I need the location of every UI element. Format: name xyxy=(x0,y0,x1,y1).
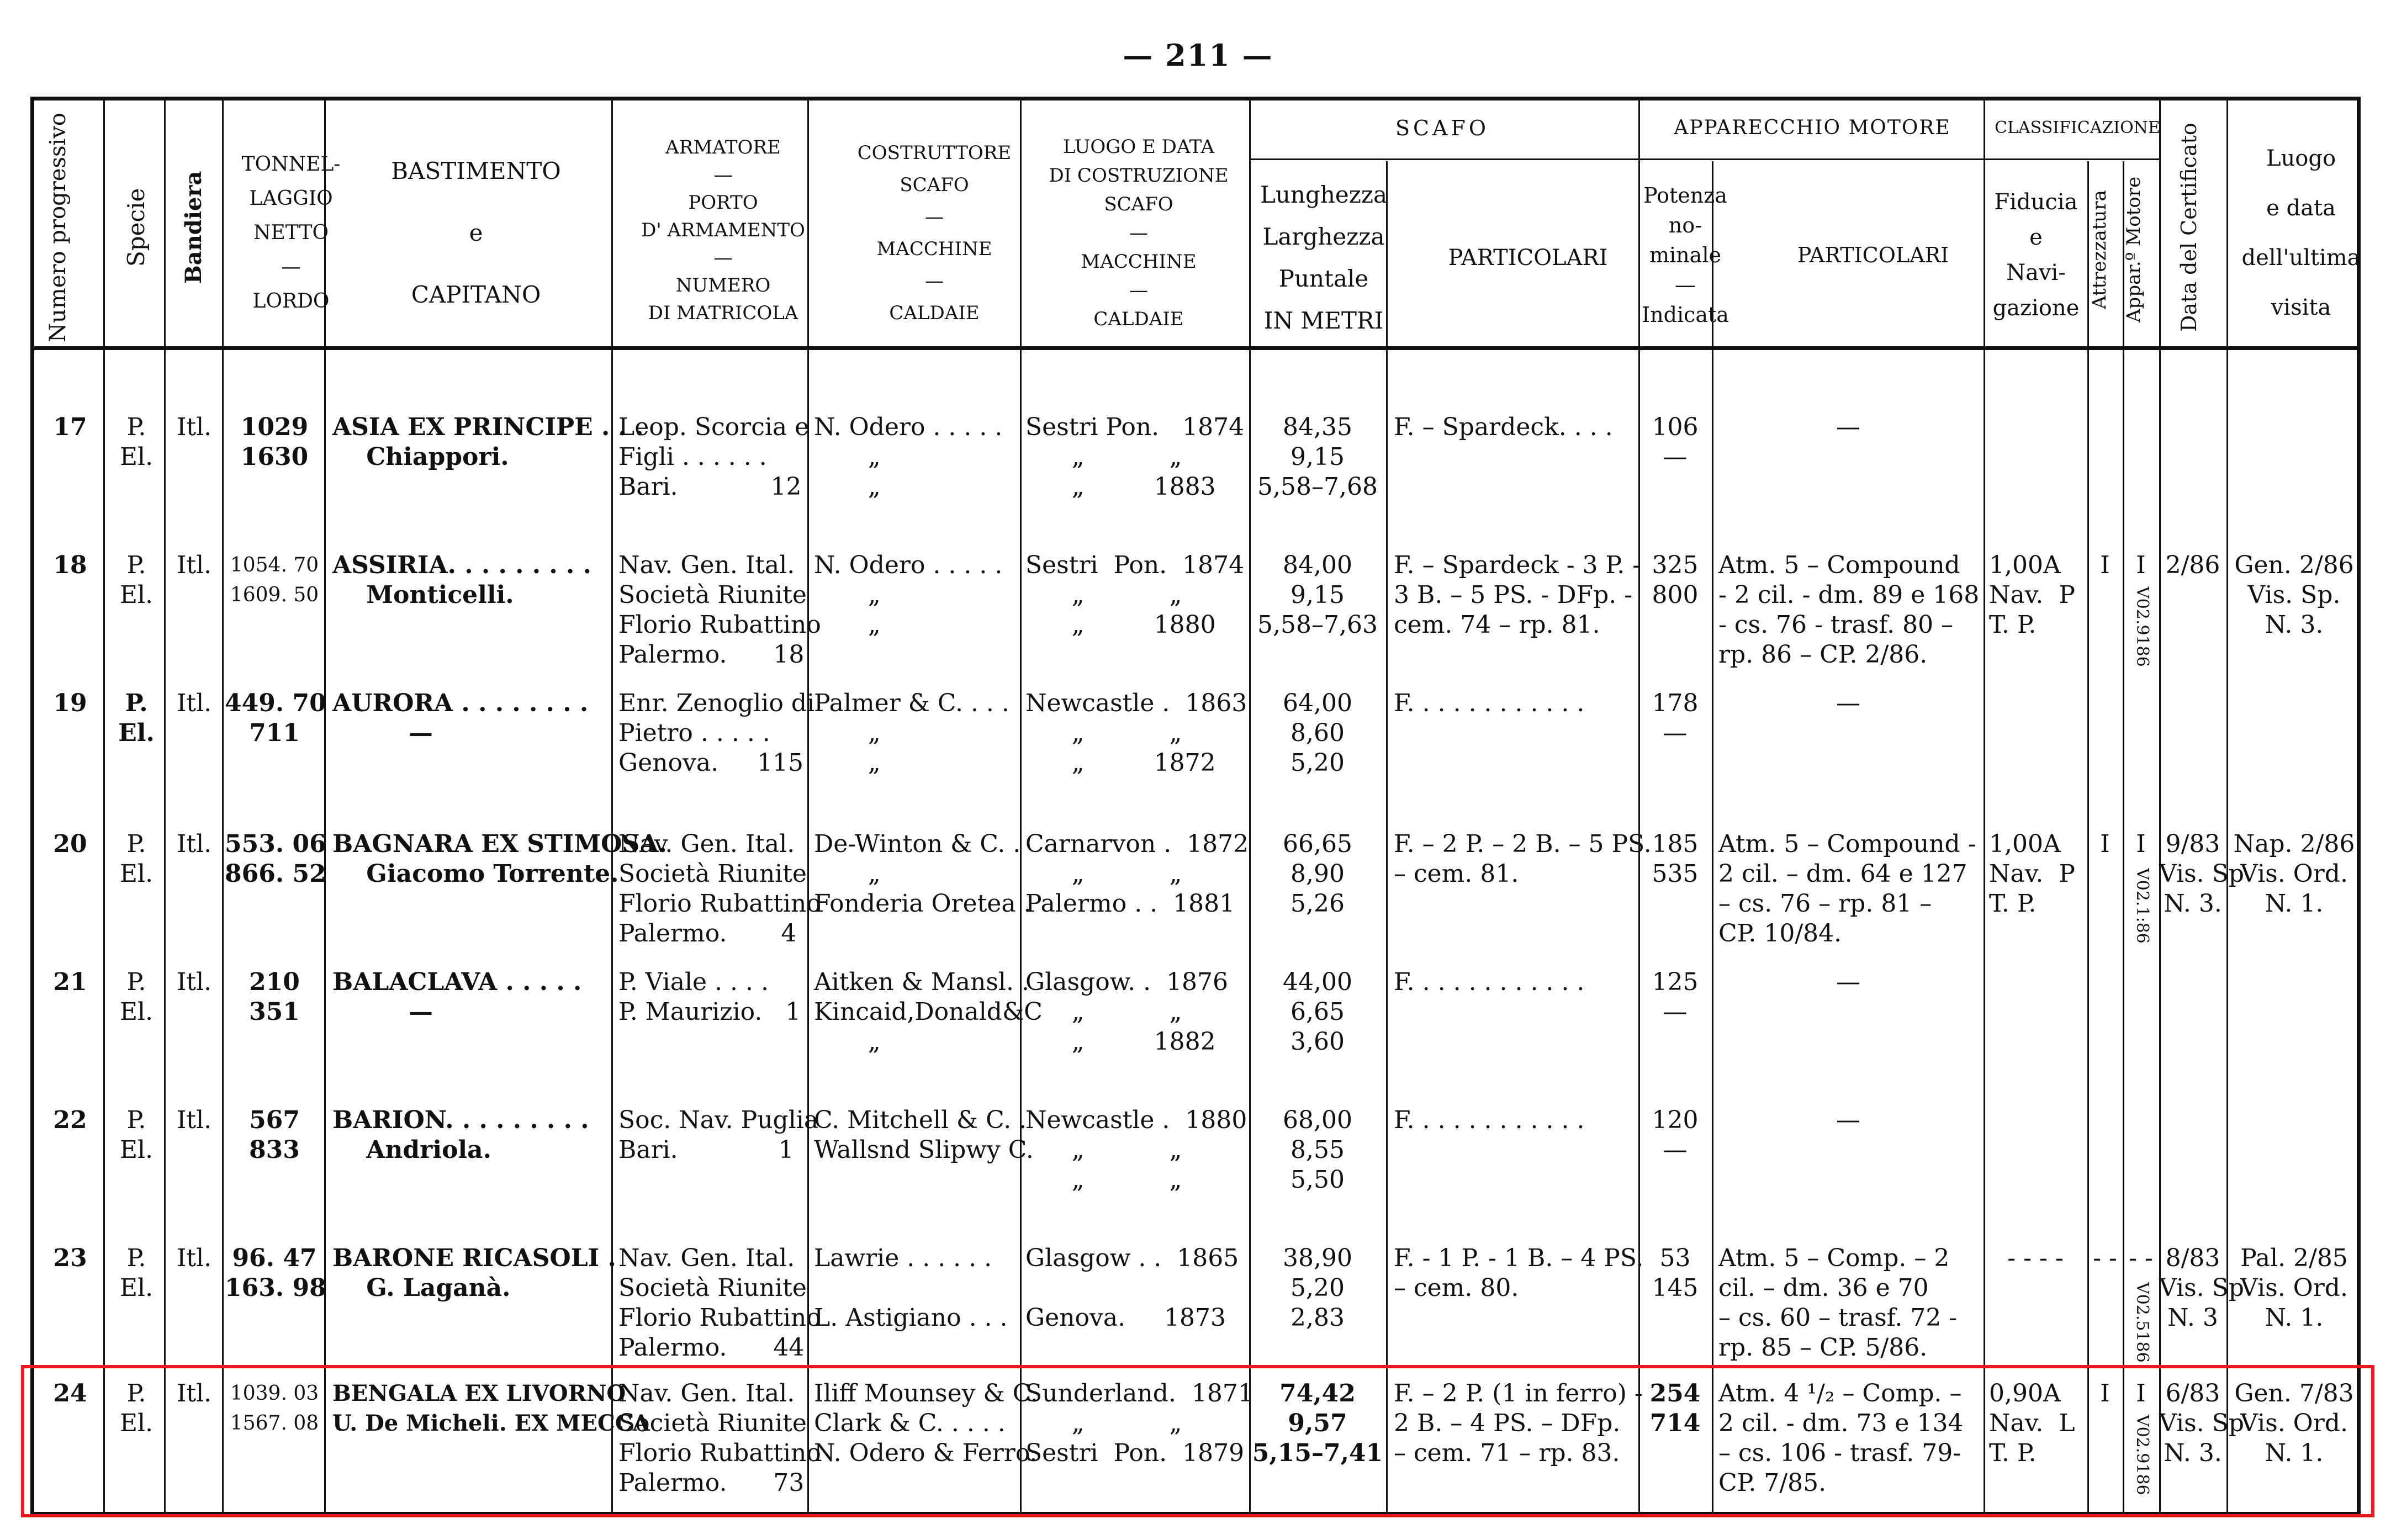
row-17-luogo: Sestri Pon. 1874 „ „ „ 1883 xyxy=(1025,413,1245,501)
row-19-bastimento: AURORA . . . . . . . . — xyxy=(332,689,589,747)
row-24-scafo-particolari: F. – 2 P. (1 in ferro) - 2 B. – 4 PS. – DFp. – cem. 71 – rp. 83. xyxy=(1394,1379,1643,1467)
row-20-ultima-visita: Nap. 2/86 Vis. Ord. N. 1. xyxy=(2233,830,2355,918)
row-20-tonnellaggio: 553. 06 866. 52 xyxy=(225,830,326,888)
header-luogo-costruzione: LUOGO E DATA DI COSTRUZIONE SCAFO — MACCHINE — CALDAIE xyxy=(1049,136,1229,330)
row-24-certificato: 6/83 Vis. Sp N. 3. xyxy=(2159,1379,2244,1467)
row-17-specie: P. El. xyxy=(119,413,154,471)
row-21-dimensioni: 44,00 6,65 3,60 xyxy=(1283,968,1352,1056)
row-23-tonnellaggio: 96. 47 163. 98 xyxy=(225,1244,326,1302)
row-20-appar-motore: I xyxy=(2136,830,2146,858)
row-23-ultima-visita: Pal. 2/85 Vis. Ord. N. 1. xyxy=(2240,1244,2348,1332)
row-19-scafo-particolari: F. . . . . . . . . . . . xyxy=(1394,689,1585,717)
row-22-potenza: 120 — xyxy=(1652,1106,1699,1164)
row-24-costruttore: Iliff Mounsey & C. Clark & C. . . . . N. Odero & Ferro. xyxy=(814,1379,1038,1467)
row-18-certificato: 2/86 xyxy=(2165,551,2220,579)
row-17-costruttore: N. Odero . . . . . „ „ xyxy=(814,413,1003,501)
row-20-dimensioni: 66,65 8,90 5,26 xyxy=(1283,830,1352,918)
row-18-bandiera: Itl. xyxy=(177,551,212,579)
row-18-luogo: Sestri Pon. 1874 „ „ „ 1880 xyxy=(1025,551,1245,639)
row-18-potenza: 325 800 xyxy=(1652,551,1699,609)
row-18-specie: P. El. xyxy=(119,551,154,609)
row-21-bandiera: Itl. xyxy=(177,968,212,996)
header-classificazione: CLASSIFICAZIONE xyxy=(1995,118,2160,137)
row-23-bastimento: BARONE RICASOLI . G. Laganà. xyxy=(332,1244,616,1302)
row-24-specie: P. El. xyxy=(119,1379,154,1437)
row-23-luogo: Glasgow . . 1865 Genova. 1873 xyxy=(1025,1244,1239,1332)
row-21-armatore: P. Viale . . . . P. Maurizio. 1 xyxy=(618,968,801,1026)
row-20-specie: P. El. xyxy=(119,830,154,888)
row-18-scafo-particolari: F. – Spardeck - 3 P. - 3 B. – 5 PS. - DFp. - cem. 74 – rp. 81. xyxy=(1394,551,1641,639)
row-23-dimensioni: 38,90 5,20 2,83 xyxy=(1283,1244,1352,1332)
header-attrezzatura: Attrezzatura xyxy=(2088,190,2111,309)
row-17-scafo-particolari: F. – Spardeck. . . . xyxy=(1394,413,1613,441)
row-18-fiducia: 1,00A Nav. P T. P. xyxy=(1989,551,2075,639)
row-20-motore-particolari: Atm. 5 – Compound - 2 cil. – dm. 64 e 127 – cs. 76 – rp. 81 – CP. 10/84. xyxy=(1718,830,1976,948)
row-19-motore-particolari: — xyxy=(1836,689,1860,717)
row-21-scafo-particolari: F. . . . . . . . . . . . xyxy=(1394,968,1585,996)
row-24-dimensioni: 74,42 9,57 5,15–7,41 xyxy=(1252,1379,1383,1467)
row-23-armatore: Nav. Gen. Ital. Società Riunite Florio Rubattino Palermo. 44 xyxy=(618,1244,821,1362)
row-24-potenza: 254 714 xyxy=(1649,1379,1701,1437)
row-18-costruttore: N. Odero . . . . . „ „ xyxy=(814,551,1003,639)
header-data-certificato: Data del Certificato xyxy=(2177,123,2201,332)
row-19-specie: P. El. xyxy=(118,689,155,747)
row-21-num: 21 xyxy=(53,968,87,996)
header-bastimento: BASTIMENTO e CAPITANO xyxy=(391,157,561,308)
row-19-luogo: Newcastle . 1863 „ „ „ 1872 xyxy=(1025,689,1247,777)
header-scafo: SCAFO xyxy=(1395,116,1490,140)
row-24-bastimento: BENGALA EX LIVORNO U. De Micheli. EX MECCA xyxy=(332,1380,650,1436)
row-19-costruttore: Palmer & C. . . . „ „ xyxy=(814,689,1009,777)
row-24-stamp: V02.9186 xyxy=(2133,1415,2152,1495)
row-23-attrezzatura: - - xyxy=(2093,1244,2117,1272)
row-18-dimensioni: 84,00 9,15 5,58–7,63 xyxy=(1257,551,1378,639)
row-24-attrezzatura: I xyxy=(2100,1379,2110,1407)
row-21-motore-particolari: — xyxy=(1836,968,1860,996)
row-23-num: 23 xyxy=(53,1244,87,1272)
row-22-bandiera: Itl. xyxy=(177,1106,212,1134)
row-22-specie: P. El. xyxy=(119,1106,154,1164)
row-18-motore-particolari: Atm. 5 – Compound - 2 cil. - dm. 89 e 168 - cs. 76 - trasf. 80 – rp. 86 – CP. 2/86. xyxy=(1718,551,1980,669)
header-fiducia: Fiducia e Navi- gazione xyxy=(1992,189,2080,321)
row-20-potenza: 185 535 xyxy=(1652,830,1699,888)
row-22-num: 22 xyxy=(53,1106,87,1134)
header-apparecchio-motore: APPARECCHIO MOTORE xyxy=(1674,117,1951,139)
header-scafo-particolari: PARTICOLARI xyxy=(1448,245,1608,271)
row-24-armatore: Nav. Gen. Ital. Società Riunite Florio Rubattino Palermo. 73 xyxy=(618,1379,821,1497)
row-23-motore-particolari: Atm. 5 – Comp. – 2 cil. – dm. 36 e 70 – cs. 60 – trasf. 72 - rp. 85 – CP. 5/86. xyxy=(1718,1244,1958,1362)
header-ultima-visita: Luogo e data dell'ultima visita xyxy=(2241,146,2361,320)
row-19-bandiera: Itl. xyxy=(177,689,212,717)
row-17-tonnellaggio: 1029 1630 xyxy=(240,413,309,471)
row-24-motore-particolari: Atm. 4 ¹/₂ – Comp. – 2 cil. - dm. 73 e 134 – cs. 106 - trasf. 79- CP. 7/85. xyxy=(1718,1379,1964,1497)
row-18-bastimento: ASSIRIA. . . . . . . . . Monticelli. xyxy=(332,551,592,609)
row-22-costruttore: C. Mitchell & C. . Wallsnd Slipwy C. xyxy=(814,1106,1034,1164)
row-18-appar-motore: I xyxy=(2136,551,2146,579)
row-24-num: 24 xyxy=(53,1379,87,1407)
row-21-specie: P. El. xyxy=(119,968,154,1026)
row-20-bastimento: BAGNARA EX STIMOSA. Giacomo Torrente. xyxy=(332,830,667,888)
row-18-stamp: V02.9186 xyxy=(2133,586,2152,667)
row-21-bastimento: BALACLAVA . . . . . — xyxy=(332,968,582,1026)
header-scafo-dimensioni: Lunghezza Larghezza Puntale IN METRI xyxy=(1260,181,1388,334)
row-17-bandiera: Itl. xyxy=(177,413,212,441)
row-17-potenza: 106 — xyxy=(1652,413,1699,471)
row-23-stamp: V02.5186 xyxy=(2133,1282,2152,1363)
row-22-scafo-particolari: F. . . . . . . . . . . . xyxy=(1394,1106,1585,1134)
row-17-dimensioni: 84,35 9,15 5,58–7,68 xyxy=(1257,413,1378,501)
header-costruttore: COSTRUTTORE SCAFO — MACCHINE — CALDAIE xyxy=(857,142,1012,324)
row-18-armatore: Nav. Gen. Ital. Società Riunite Florio Rubattino Palermo. 18 xyxy=(618,551,821,669)
row-20-attrezzatura: I xyxy=(2100,830,2110,858)
header-tonnellaggio: TONNEL- LAGGIO NETTO — LORDO xyxy=(241,153,341,313)
row-24-fiducia: 0,90A Nav. L T. P. xyxy=(1989,1379,2075,1467)
row-23-specie: P. El. xyxy=(119,1244,154,1302)
ship-register-table xyxy=(30,97,2361,1516)
row-22-tonnellaggio: 567 833 xyxy=(249,1106,300,1164)
row-19-num: 19 xyxy=(53,689,87,717)
row-17-armatore: Leop. Scorcia e Figli . . . . . . Bari. 12 xyxy=(618,413,810,501)
row-21-tonnellaggio: 210 351 xyxy=(249,968,300,1026)
header-numero-progressivo: Numero progressivo xyxy=(45,113,71,343)
row-22-dimensioni: 68,00 8,55 5,50 xyxy=(1283,1106,1352,1194)
header-potenza: Potenza no- minale — Indicata xyxy=(1642,183,1729,327)
row-24-tonnellaggio: 1039. 03 1567. 08 xyxy=(230,1382,319,1435)
row-19-potenza: 178 — xyxy=(1652,689,1699,747)
row-20-bandiera: Itl. xyxy=(177,830,212,858)
highlight-row-24 xyxy=(21,1365,2374,1517)
row-22-luogo: Newcastle . 1880 „ „ „ „ xyxy=(1025,1106,1247,1194)
row-23-costruttore: Lawrie . . . . . . L. Astigiano . . . xyxy=(814,1244,1008,1332)
row-20-luogo: Carnarvon . 1872 „ „ Palermo . . 1881 xyxy=(1025,830,1249,918)
row-20-armatore: Nav. Gen. Ital. Società Riunite Florio Rubattino Palermo. 4 xyxy=(618,830,821,948)
row-17-bastimento: ASIA EX PRINCIPE . . . Chiappori. xyxy=(332,413,644,471)
row-24-luogo: Sunderland. 1871 „ „ Sestri Pon. 1879 xyxy=(1025,1379,1253,1467)
header-appar-motore: Appar.º Motore xyxy=(2123,176,2145,323)
row-23-potenza: 53 145 xyxy=(1652,1244,1699,1302)
row-21-luogo: Glasgow. . 1876 „ „ „ 1882 xyxy=(1025,968,1229,1056)
row-19-tonnellaggio: 449. 70 711 xyxy=(225,689,326,747)
header-motore-particolari: PARTICOLARI xyxy=(1797,243,1949,267)
row-20-certificato: 9/83 Vis. Sp N. 3. xyxy=(2159,830,2244,918)
row-22-bastimento: BARION. . . . . . . . . Andriola. xyxy=(332,1106,589,1164)
row-20-num: 20 xyxy=(53,830,87,858)
row-17-motore-particolari: — xyxy=(1836,413,1860,441)
row-18-attrezzatura: I xyxy=(2100,551,2110,579)
header-specie: Specie xyxy=(123,188,150,267)
row-19-dimensioni: 64,00 8,60 5,20 xyxy=(1283,689,1352,777)
row-21-costruttore: Aitken & Mansl. . Kincaid,Donald&C „ xyxy=(814,968,1043,1056)
row-17-num: 17 xyxy=(53,413,87,441)
row-21-potenza: 125 — xyxy=(1652,968,1699,1026)
page-number: — 211 — xyxy=(1123,38,1273,73)
header-armatore: ARMATORE — PORTO D' ARMAMENTO — NUMERO DI MATRICOLA xyxy=(641,136,805,324)
row-19-armatore: Enr. Zenoglio di Pietro . . . . . Genova. 115 xyxy=(618,689,815,777)
row-24-bandiera: Itl. xyxy=(177,1379,212,1407)
row-24-ultima-visita: Gen. 7/83 Vis. Ord. N. 1. xyxy=(2234,1379,2354,1467)
row-23-fiducia: - - - - xyxy=(2007,1244,2064,1272)
header-bandiera: Bandiera xyxy=(181,171,207,284)
row-20-fiducia: 1,00A Nav. P T. P. xyxy=(1989,830,2075,918)
row-20-stamp: V02.1:86 xyxy=(2133,868,2152,944)
row-18-num: 18 xyxy=(53,551,87,579)
row-18-tonnellaggio: 1054. 70 1609. 50 xyxy=(230,554,319,606)
row-24-appar-motore: I xyxy=(2136,1379,2146,1407)
row-22-armatore: Soc. Nav. Puglia Bari. 1 xyxy=(618,1106,819,1164)
row-23-bandiera: Itl. xyxy=(177,1244,212,1272)
row-23-scafo-particolari: F. - 1 P. - 1 B. – 4 PS. – cem. 80. xyxy=(1394,1244,1644,1302)
row-20-scafo-particolari: F. – 2 P. – 2 B. – 5 PS. – cem. 81. xyxy=(1394,830,1652,888)
row-23-certificato: 8/83 Vis. Sp N. 3 xyxy=(2159,1244,2244,1332)
row-23-appar-motore: - - xyxy=(2129,1244,2153,1272)
row-22-motore-particolari: — xyxy=(1836,1106,1860,1134)
row-18-ultima-visita: Gen. 2/86 Vis. Sp. N. 3. xyxy=(2234,551,2354,639)
row-20-costruttore: De-Winton & C. . „ Fonderia Oretea . xyxy=(814,830,1032,918)
